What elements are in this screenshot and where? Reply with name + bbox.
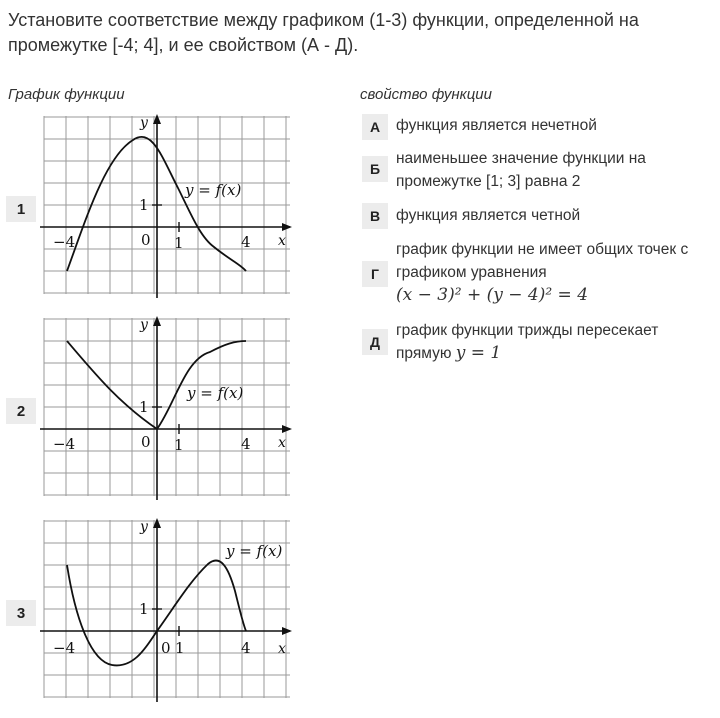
tick-1-y: 1 <box>139 196 149 214</box>
property-text-d: график функции трижды пересекает прямую <box>396 322 659 362</box>
graph-3-svg <box>40 516 296 702</box>
y-axis-label: y <box>140 519 148 535</box>
property-letter-a: А <box>362 114 388 140</box>
tick-4: 4 <box>241 233 251 251</box>
origin-label: 0 <box>141 433 151 451</box>
graph-2-grid <box>44 318 290 496</box>
tick-minus4: −4 <box>53 435 76 453</box>
origin-label: 0 <box>141 231 151 249</box>
x-axis-label: x <box>278 435 286 451</box>
property-letter-d: Д <box>362 329 388 355</box>
property-d <box>396 319 716 365</box>
graph-2-svg <box>40 314 296 500</box>
graph-3 <box>40 516 296 707</box>
property-text-v: функция является четной <box>396 207 581 224</box>
tick-minus4: −4 <box>53 233 76 251</box>
graphs-header: График функции <box>8 86 125 103</box>
graph-number-3: 3 <box>6 600 36 626</box>
graph-1-svg <box>40 112 296 298</box>
property-text-b: наименьшее значение функции на промежутке [1; 3] равна 2 <box>396 150 646 190</box>
graph-1-grid <box>44 116 290 294</box>
property-text-a: функция является нечетной <box>396 117 597 134</box>
graph-1-function-label: y = f(x) <box>185 181 242 199</box>
x-axis-label: x <box>278 641 286 657</box>
tick-4: 4 <box>241 435 251 453</box>
graph-number-2: 2 <box>6 398 36 424</box>
origin-label: 0 <box>161 639 171 657</box>
property-text-g: график функции не имеет общих точек с графиком уравнения <box>396 241 689 281</box>
tick-1-x: 1 <box>175 639 185 657</box>
property-letter-v: В <box>362 203 388 229</box>
graph-1 <box>40 112 296 303</box>
tick-minus4: −4 <box>53 639 76 657</box>
properties-header: свойство функции <box>360 86 492 103</box>
tick-4: 4 <box>241 639 251 657</box>
tick-1-x: 1 <box>174 234 184 252</box>
line-equation: y = 1 <box>455 343 502 363</box>
tick-1-x: 1 <box>174 436 184 454</box>
tick-1-y: 1 <box>139 600 149 618</box>
graph-number-1: 1 <box>6 196 36 222</box>
circle-equation: (x − 3)² + (y − 4)² = 4 <box>396 285 589 305</box>
tick-1-y: 1 <box>139 398 149 416</box>
property-g <box>396 238 716 307</box>
y-axis-label: y <box>140 115 148 131</box>
property-letter-b: Б <box>362 156 388 182</box>
task-text: Установите соответствие между графиком (1-3) функции, определенной на промежутке [-4; 4], и ее свойством (А - Д). <box>8 10 639 55</box>
property-letter-g: Г <box>362 261 388 287</box>
graph-2-function-label: y = f(x) <box>187 384 244 402</box>
graph-2 <box>40 314 296 505</box>
y-axis-label: y <box>140 317 148 333</box>
x-axis-label: x <box>278 233 286 249</box>
graph-3-function-label: y = f(x) <box>226 542 283 560</box>
